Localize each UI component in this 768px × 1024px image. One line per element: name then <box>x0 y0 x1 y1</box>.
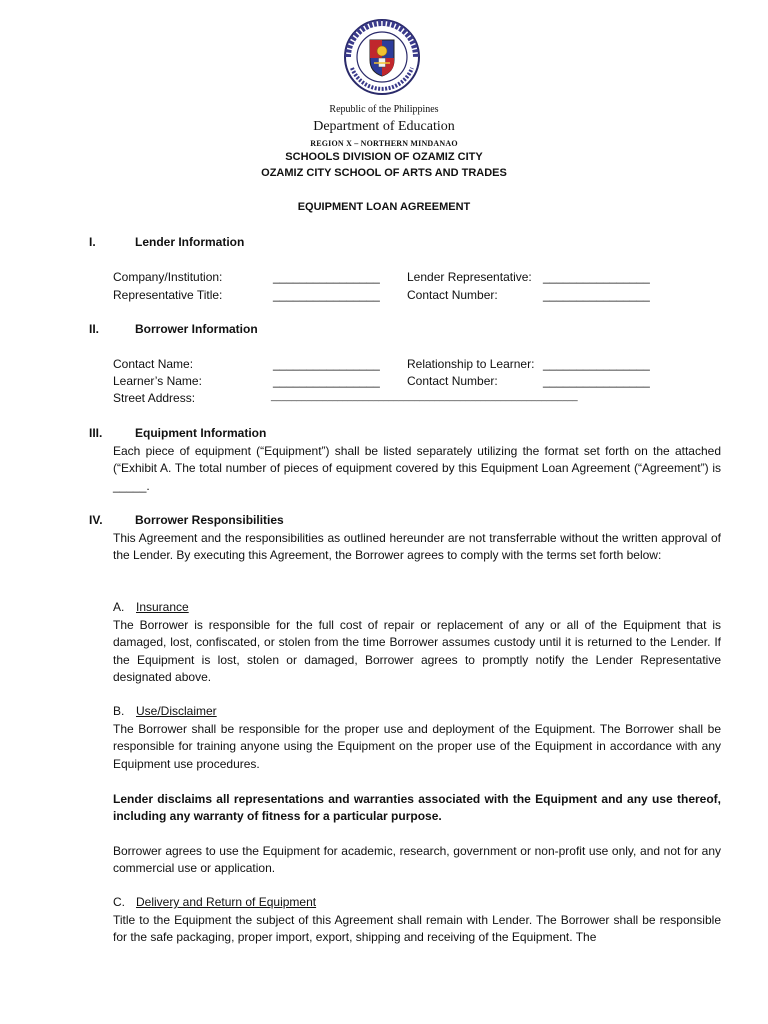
rep-title-field[interactable]: ________________ <box>273 288 380 302</box>
subsection-title: Insurance <box>136 600 189 614</box>
insurance-paragraph: The Borrower is responsible for the full cost of repair or replacement of any or all of the Equipment that is damaged, lost, confiscated, or stolen from the time Borrower assumes custody until it is returned to the Lender. If the Equipment is lost, stolen or damaged, Borrower agrees to promptly notify the Lender Representative designated above. <box>113 618 721 685</box>
learner-name-label: Learner’s Name: <box>113 374 202 388</box>
subsection-letter: A. <box>113 600 125 614</box>
subsection-letter: C. <box>113 895 125 909</box>
subsection-letter: B. <box>113 704 125 718</box>
company-field[interactable]: ________________ <box>273 270 380 284</box>
subsection-title: Delivery and Return of Equipment <box>136 895 317 909</box>
company-label: Company/Institution: <box>113 270 223 284</box>
lender-rep-label: Lender Representative: <box>407 270 532 284</box>
department-heading: Department of Education <box>313 119 455 134</box>
street-address-label: Street Address: <box>113 391 196 405</box>
relationship-label: Relationship to Learner: <box>407 357 535 371</box>
deped-seal-logo <box>340 18 424 96</box>
borrower-contact-field[interactable]: ________________ <box>543 374 650 388</box>
section-title: Borrower Responsibilities <box>135 513 284 527</box>
section-number: III. <box>89 426 103 440</box>
insurance-heading <box>113 600 189 614</box>
subsection-title: Use/Disclaimer <box>136 704 217 718</box>
borrower-contact-label: Contact Number: <box>407 374 498 388</box>
school-heading: OZAMIZ CITY SCHOOL OF ARTS AND TRADES <box>261 167 507 179</box>
section-title: Equipment Information <box>135 426 267 440</box>
learner-name-field[interactable]: ________________ <box>273 374 380 388</box>
section-lender-heading <box>89 235 244 249</box>
section-borrower-heading <box>89 322 258 336</box>
republic-heading: Republic of the Philippines <box>329 104 439 115</box>
use-paragraph: The Borrower shall be responsible for the proper use and deployment of the Equipment. The Borrower shall be responsible for training anyone using the Equipment on the proper use of the Equipment in accordance with any Equipment use procedures. <box>113 722 721 771</box>
document-title: EQUIPMENT LOAN AGREEMENT <box>297 201 471 213</box>
section-number: IV. <box>89 513 103 527</box>
disclaimer-paragraph: Lender disclaims all representations and warranties associated with the Equipment and any use thereof, including any warranty of fitness for a particular purpose. <box>113 792 721 824</box>
relationship-field[interactable]: ________________ <box>543 357 650 371</box>
lender-contact-field[interactable]: ________________ <box>543 288 650 302</box>
section-number: I. <box>89 235 96 249</box>
street-address-field[interactable]: ____________________________________________________________ <box>271 391 578 401</box>
division-heading: SCHOOLS DIVISION OF OZAMIZ CITY <box>285 151 483 163</box>
responsibilities-intro: This Agreement and the responsibilities as outlined hereunder are not transferrable without the written approval of the Lender. By executing this Agreement, the Borrower agrees to comply with the terms set forth below: <box>113 531 721 563</box>
section-responsibilities-heading <box>89 513 284 527</box>
section-number: II. <box>89 322 100 336</box>
lender-contact-label: Contact Number: <box>407 288 498 302</box>
equipment-info-paragraph: Each piece of equipment (“Equipment”) shall be listed separately utilizing the format set forth on the attached (“Exhibit A. The total number of pieces of equipment covered by this Equipment Loan Agreement (“Agreement”) is _____. <box>113 444 721 493</box>
rep-title-label: Representative Title: <box>113 288 223 302</box>
delivery-return-heading <box>113 895 316 909</box>
section-equipment-heading <box>89 426 266 440</box>
lender-rep-field[interactable]: ________________ <box>543 270 650 284</box>
region-heading: REGION X – NORTHERN MINDANAO <box>310 139 458 148</box>
section-title: Lender Information <box>135 235 245 249</box>
contact-name-field[interactable]: ________________ <box>273 357 380 371</box>
use-disclaimer-heading <box>113 704 217 718</box>
contact-name-label: Contact Name: <box>113 357 194 371</box>
section-title: Borrower Information <box>135 322 258 336</box>
delivery-paragraph: Title to the Equipment the subject of this Agreement shall remain with Lender. The Borrower shall be responsible for the safe packaging, proper import, export, shipping and receiving of the Equipment. The <box>113 913 721 945</box>
non-commercial-paragraph: Borrower agrees to use the Equipment for academic, research, government or non-profit use only, and not for any commercial use or application. <box>113 844 721 876</box>
